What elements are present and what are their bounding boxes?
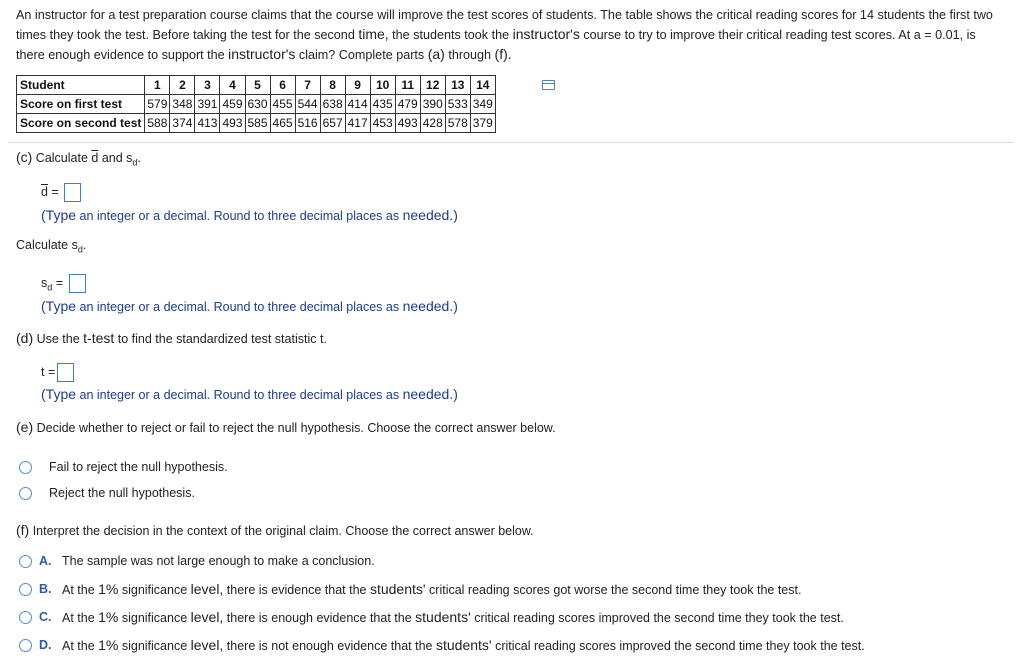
table-cell: 453	[370, 114, 395, 133]
table-cell: 516	[295, 114, 320, 133]
calc-sd-text: Calculate s	[16, 238, 78, 252]
opt-sig: significance	[118, 611, 191, 625]
row-label: Student	[17, 76, 145, 95]
ttest-word: t-test	[83, 330, 115, 346]
hint-type: (Type	[41, 207, 77, 223]
radio-fail-to-reject[interactable]	[19, 461, 32, 474]
table-row-student	[17, 76, 496, 95]
opt-sig: significance	[118, 583, 191, 597]
part-c-sub: d	[132, 157, 138, 168]
t-hint	[41, 386, 458, 402]
divider	[8, 142, 1014, 143]
sd-sub: d	[47, 282, 53, 293]
opt-level: level,	[190, 581, 224, 597]
hint-text: an integer or a decimal. Round to three decimal places as	[76, 209, 403, 223]
option-f-a[interactable]: The sample was not large enough to make a conclusion.	[62, 554, 375, 568]
dbar-hint	[41, 207, 458, 223]
table-cell: 435	[370, 95, 395, 114]
table-row-first	[17, 95, 496, 114]
table-cell: 6	[270, 76, 295, 95]
part-f-label: (f)	[16, 522, 30, 538]
option-f-d[interactable]	[62, 637, 865, 653]
table-cell: 10	[370, 76, 395, 95]
option-f-b[interactable]	[62, 581, 801, 597]
table-cell: 413	[195, 114, 220, 133]
t-answer-row	[41, 363, 74, 382]
part-d-text-b: to find the standardized test statistic t.	[114, 332, 327, 346]
opt-pre: At the	[62, 639, 99, 653]
opt-end: critical reading scores improved the second time they took the test.	[491, 639, 865, 653]
equals-sign: =	[47, 184, 63, 199]
radio-f-d[interactable]	[19, 639, 32, 652]
hint-needed: needed.)	[402, 207, 458, 223]
intro-text-1: An instructor for a test preparation course claims that the course will improve the test scores of students. The table shows the critical reading scores for 14 students the first two times they took the test. Before taking the test for the second	[16, 8, 993, 42]
hint-type: (Type	[41, 386, 77, 402]
opt-students: students'	[369, 581, 426, 597]
opt-level: level,	[190, 637, 224, 653]
hint-needed: needed.)	[402, 386, 458, 402]
sd-hint	[41, 298, 458, 314]
table-cell: 428	[420, 114, 445, 133]
part-f-text: Interpret the decision in the context of the original claim. Choose the correct answer below.	[29, 524, 534, 538]
dbar-input[interactable]	[64, 183, 81, 202]
table-cell: 585	[245, 114, 270, 133]
option-fail-to-reject[interactable]: Fail to reject the null hypothesis.	[49, 460, 228, 474]
table-cell: 414	[345, 95, 370, 114]
option-letter-b: B.	[39, 582, 52, 596]
opt-pre: At the	[62, 583, 99, 597]
hint-type: (Type	[41, 298, 77, 314]
table-cell: 417	[345, 114, 370, 133]
table-cell: 349	[470, 95, 495, 114]
part-c-label: (c)	[16, 149, 33, 165]
copy-table-icon[interactable]	[542, 80, 555, 90]
calc-sd-prompt	[16, 238, 86, 255]
opt-pre: At the	[62, 611, 99, 625]
option-reject[interactable]: Reject the null hypothesis.	[49, 486, 195, 500]
part-e-text: Decide whether to reject or fail to reject the null hypothesis. Choose the correct answer below.	[33, 421, 556, 435]
table-cell: 579	[145, 95, 170, 114]
hint-text: an integer or a decimal. Round to three decimal places as	[76, 300, 403, 314]
radio-f-a[interactable]	[19, 555, 32, 568]
part-e-label: (e)	[16, 419, 34, 435]
opt-mid: there is evidence that the	[223, 583, 370, 597]
radio-reject[interactable]	[19, 487, 32, 500]
part-c-text: Calculate	[32, 151, 92, 165]
opt-sig: significance	[118, 639, 191, 653]
intro-through: through	[444, 48, 495, 62]
radio-f-c[interactable]	[19, 611, 32, 624]
table-cell: 493	[220, 114, 245, 133]
table-cell: 5	[245, 76, 270, 95]
table-cell: 1	[145, 76, 170, 95]
table-cell: 391	[195, 95, 220, 114]
opt-students: students'	[415, 609, 471, 625]
part-d-prompt	[16, 330, 327, 346]
table-cell: 348	[170, 95, 195, 114]
table-cell: 578	[445, 114, 470, 133]
intro-instructor-2: instructor's	[228, 46, 296, 62]
table-cell: 14	[470, 76, 495, 95]
calc-sd-sub: d	[77, 244, 83, 255]
table-cell: 2	[170, 76, 195, 95]
intro-text-3: course to try to improve their critical reading test scores. At a = 0.01, is there enough evidence to support the	[16, 28, 976, 62]
row-label: Score on second test	[17, 114, 145, 133]
sd-answer-row	[41, 274, 86, 293]
table-cell: 455	[270, 95, 295, 114]
row-label: Score on first test	[17, 95, 145, 114]
table-cell: 638	[320, 95, 345, 114]
radio-f-b[interactable]	[19, 583, 32, 596]
opt-pct: 1%	[98, 637, 119, 653]
intro-text-4: claim? Complete parts	[295, 48, 428, 62]
scores-table	[16, 75, 496, 133]
part-c-end: .	[137, 151, 141, 165]
opt-level: level,	[190, 609, 224, 625]
table-cell: 544	[295, 95, 320, 114]
equals-sign: =	[52, 275, 67, 290]
dbar-symbol: $\overline{d}$	[91, 151, 99, 165]
table-cell: 465	[270, 114, 295, 133]
table-cell: 12	[420, 76, 445, 95]
part-d-label: (d)	[16, 330, 34, 346]
part-f-prompt	[16, 522, 534, 538]
dbar-answer-row	[41, 183, 81, 202]
table-cell: 493	[395, 114, 420, 133]
part-d-text-a: Use the	[33, 332, 84, 346]
table-cell: 390	[420, 95, 445, 114]
opt-mid: there is not enough evidence that the	[223, 639, 436, 653]
opt-pct: 1%	[98, 581, 119, 597]
problem-statement	[16, 6, 1006, 65]
table-cell: 374	[170, 114, 195, 133]
table-cell: 657	[320, 114, 345, 133]
hint-text: an integer or a decimal. Round to three decimal places as	[76, 388, 403, 402]
option-letter-d: D.	[39, 638, 52, 652]
intro-part-a: (a)	[427, 46, 445, 62]
opt-end: critical reading scores got worse the second time they took the test.	[425, 583, 802, 597]
sd-input[interactable]	[69, 274, 86, 293]
t-label: t =	[41, 364, 56, 379]
table-cell: 9	[345, 76, 370, 95]
table-row-second	[17, 114, 496, 133]
table-cell: 7	[295, 76, 320, 95]
t-input[interactable]	[57, 363, 74, 382]
table-cell: 11	[395, 76, 420, 95]
intro-time: time,	[358, 26, 389, 42]
table-cell: 479	[395, 95, 420, 114]
table-cell: 8	[320, 76, 345, 95]
intro-part-f: (f).	[494, 46, 512, 62]
hint-needed: needed.)	[402, 298, 458, 314]
table-cell: 4	[220, 76, 245, 95]
table-cell: 3	[195, 76, 220, 95]
opt-mid: there is enough evidence that the	[223, 611, 416, 625]
table-cell: 13	[445, 76, 470, 95]
intro-instructor: instructor's	[512, 26, 580, 42]
table-cell: 533	[445, 95, 470, 114]
part-e-prompt	[16, 419, 556, 435]
dbar-label: $\overline{d}$	[41, 184, 48, 199]
intro-text-2: the students took the	[388, 28, 513, 42]
option-f-c[interactable]	[62, 609, 844, 625]
part-c-and: and s	[98, 151, 133, 165]
opt-end: critical reading scores improved the second time they took the test.	[470, 611, 844, 625]
table-cell: 588	[145, 114, 170, 133]
table-cell: 379	[470, 114, 495, 133]
table-cell: 630	[245, 95, 270, 114]
opt-students: students'	[435, 637, 492, 653]
option-letter-a: A.	[39, 554, 52, 568]
table-cell: 459	[220, 95, 245, 114]
part-c-prompt	[16, 149, 141, 168]
option-letter-c: C.	[39, 610, 52, 624]
opt-pct: 1%	[98, 609, 119, 625]
sd-label: s	[41, 275, 48, 290]
calc-sd-end: .	[82, 238, 87, 252]
